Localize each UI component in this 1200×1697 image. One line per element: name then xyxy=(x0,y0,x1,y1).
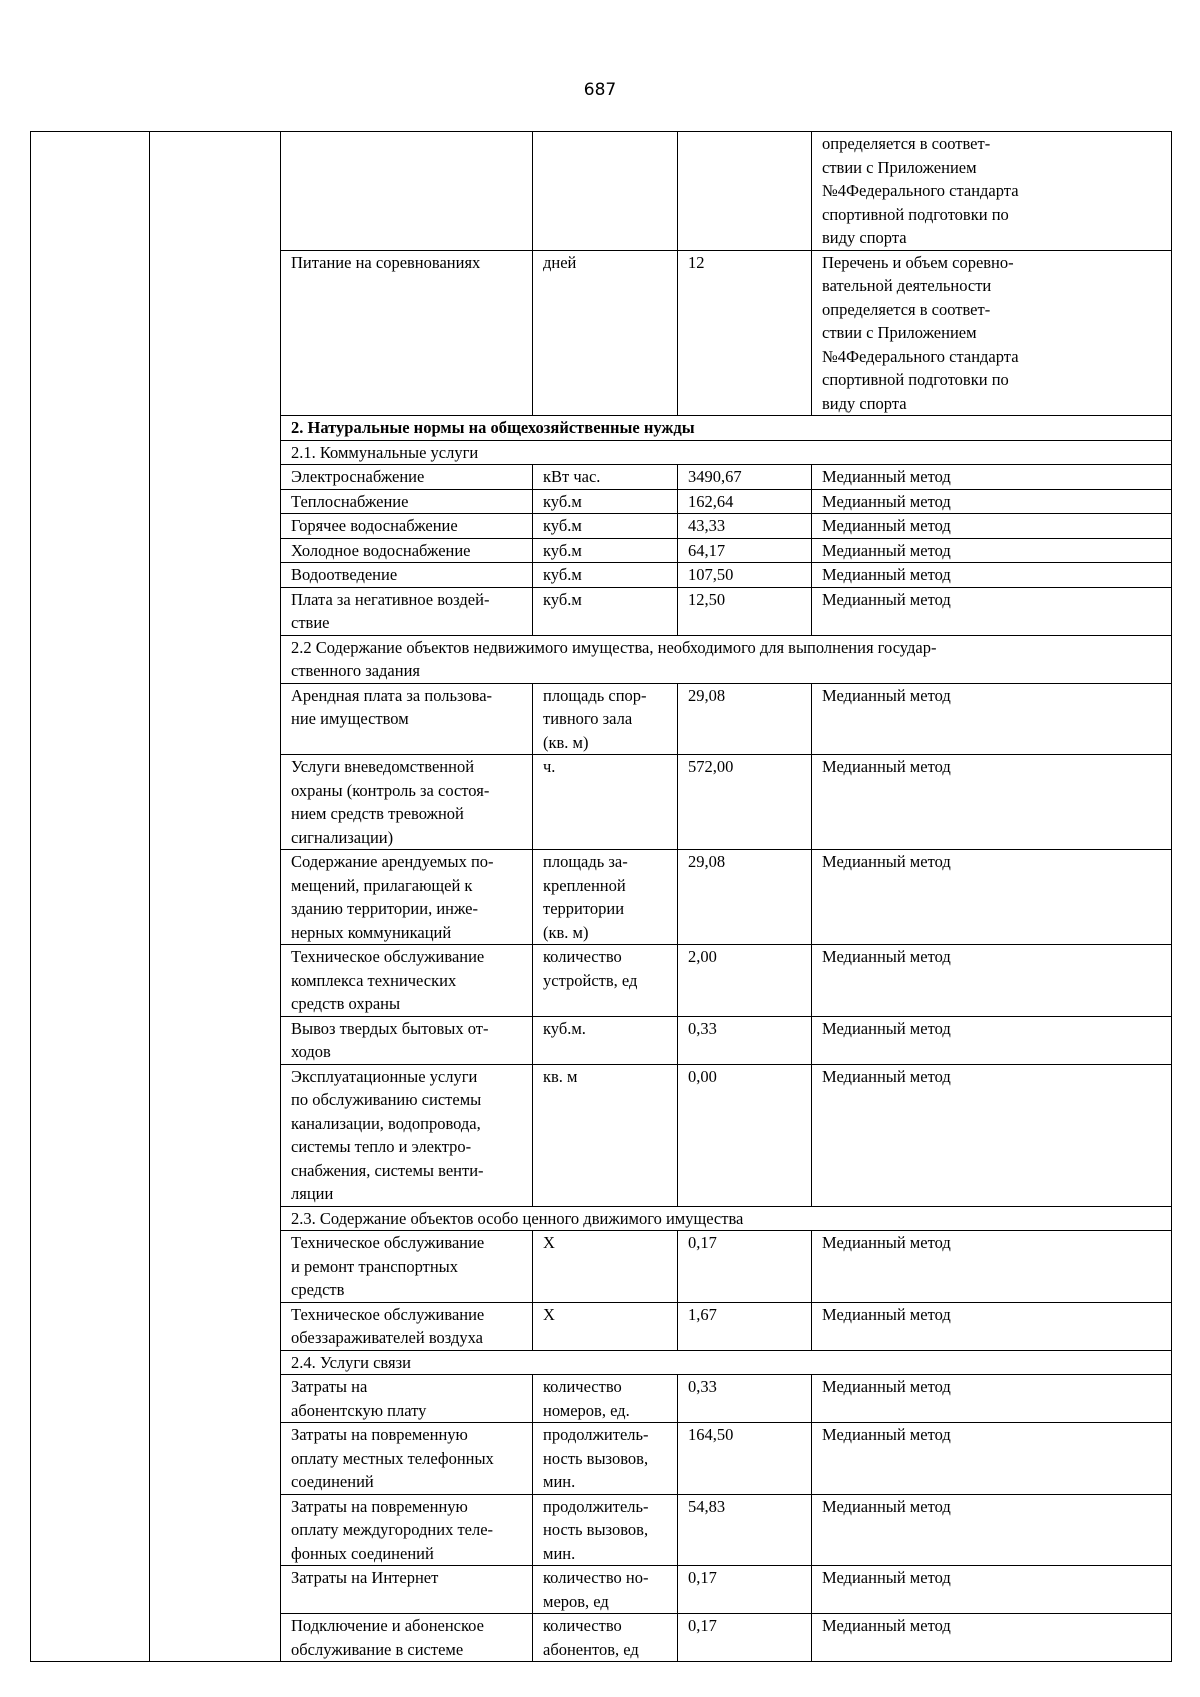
unit-cell: куб.м xyxy=(533,538,678,563)
value-cell: 0,33 xyxy=(678,1375,812,1423)
item-name-cell: Техническое обслуживание и ремонт транспортных средств xyxy=(281,1231,533,1303)
value-cell: 572,00 xyxy=(678,755,812,850)
value-cell: 29,08 xyxy=(678,850,812,945)
item-name-cell: Техническое обслуживание комплекса технических средств охраны xyxy=(281,945,533,1017)
value-cell: 162,64 xyxy=(678,489,812,514)
value-cell: 43,33 xyxy=(678,514,812,539)
item-name-cell: Техническое обслуживание обеззараживателей воздуха xyxy=(281,1302,533,1350)
item-name-cell: Вывоз твердых бытовых от- ходов xyxy=(281,1016,533,1064)
item-name-cell: Теплоснабжение xyxy=(281,489,533,514)
value-cell: 0,33 xyxy=(678,1016,812,1064)
note-cell: Медианный метод xyxy=(812,1566,1172,1614)
note-cell: Медианный метод xyxy=(812,563,1172,588)
unit-cell: ч. xyxy=(533,755,678,850)
value-cell: 2,00 xyxy=(678,945,812,1017)
section-2-title: 2. Натуральные нормы на общехозяйственные нужды xyxy=(281,416,1172,441)
unit-cell: количество номеров, ед. xyxy=(533,1375,678,1423)
unit-cell: количество устройств, ед xyxy=(533,945,678,1017)
item-name-cell: Затраты на повременную оплату междугородних теле- фонных соединений xyxy=(281,1494,533,1566)
note-cell: Медианный метод xyxy=(812,538,1172,563)
item-name-cell: Арендная плата за пользова- ние имуществом xyxy=(281,683,533,755)
note-cell: Медианный метод xyxy=(812,1016,1172,1064)
unit-cell: площадь спор- тивного зала (кв. м) xyxy=(533,683,678,755)
item-name-cell: Подключение и абоненское обслуживание в системе xyxy=(281,1614,533,1662)
item-name-cell: Содержание арендуемых по- мещений, прилагающей к зданию территории, инже- нерных коммуникаций xyxy=(281,850,533,945)
unit-cell: площадь за- крепленной территории (кв. м) xyxy=(533,850,678,945)
item-name-cell: Водоотведение xyxy=(281,563,533,588)
note-cell: Медианный метод xyxy=(812,514,1172,539)
unit-cell: Х xyxy=(533,1302,678,1350)
value-cell: 64,17 xyxy=(678,538,812,563)
note-cell: Медианный метод xyxy=(812,587,1172,635)
value-cell: 107,50 xyxy=(678,563,812,588)
item-name-cell: Плата за негативное воздей- ствие xyxy=(281,587,533,635)
note-cell: Медианный метод xyxy=(812,945,1172,1017)
note-cell: Перечень и объем соревно- вательной деятельности определяется в соответ- ствии с Приложением №4Федерального стандарта спортивной подготовки по виду спорта xyxy=(812,250,1172,416)
unit-cell: куб.м. xyxy=(533,1016,678,1064)
subsection-2-3-title: 2.3. Содержание объектов особо ценного движимого имущества xyxy=(281,1206,1172,1231)
unit-cell: куб.м xyxy=(533,489,678,514)
unit-cell: куб.м xyxy=(533,514,678,539)
note-cell: Медианный метод xyxy=(812,1494,1172,1566)
subsection-2-1-title: 2.1. Коммунальные услуги xyxy=(281,440,1172,465)
unit-cell: продолжитель- ность вызовов, мин. xyxy=(533,1494,678,1566)
unit-cell: дней xyxy=(533,250,678,416)
item-name-cell: Услуги вневедомственной охраны (контроль за состоя- нием средств тревожной сигнализации) xyxy=(281,755,533,850)
note-cell: Медианный метод xyxy=(812,755,1172,850)
item-name-cell: Горячее водоснабжение xyxy=(281,514,533,539)
value-cell: 0,00 xyxy=(678,1064,812,1206)
value-cell: 0,17 xyxy=(678,1566,812,1614)
value-cell: 12 xyxy=(678,250,812,416)
unit-cell: кв. м xyxy=(533,1064,678,1206)
norms-table xyxy=(30,131,1172,1662)
note-cell: Медианный метод xyxy=(812,1614,1172,1662)
note-cell: Медианный метод xyxy=(812,489,1172,514)
subsection-2-4-title: 2.4. Услуги связи xyxy=(281,1350,1172,1375)
item-name-cell: Затраты на абонентскую плату xyxy=(281,1375,533,1423)
item-name-cell: Затраты на повременную оплату местных телефонных соединений xyxy=(281,1423,533,1495)
note-cell: Медианный метод xyxy=(812,1375,1172,1423)
unit-cell: куб.м xyxy=(533,587,678,635)
left-blank-column-2 xyxy=(150,132,281,1662)
item-name-cell: Электроснабжение xyxy=(281,465,533,490)
item-name-cell xyxy=(281,132,533,251)
note-cell: Медианный метод xyxy=(812,1231,1172,1303)
unit-cell: количество абонентов, ед xyxy=(533,1614,678,1662)
item-name-cell: Затраты на Интернет xyxy=(281,1566,533,1614)
subsection-2-2-title: 2.2 Содержание объектов недвижимого имущества, необходимого для выполнения государ- ственного задания xyxy=(281,635,1172,683)
note-cell: Медианный метод xyxy=(812,683,1172,755)
value-cell: 12,50 xyxy=(678,587,812,635)
note-cell: Медианный метод xyxy=(812,1423,1172,1495)
item-name-cell: Питание на соревнованиях xyxy=(281,250,533,416)
page-number: 687 xyxy=(583,80,617,100)
value-cell: 1,67 xyxy=(678,1302,812,1350)
value-cell: 164,50 xyxy=(678,1423,812,1495)
unit-cell: куб.м xyxy=(533,563,678,588)
value-cell: 0,17 xyxy=(678,1231,812,1303)
item-name-cell: Эксплуатационные услуги по обслуживанию системы канализации, водопровода, системы тепло и электро- снабжения, системы венти- ляции xyxy=(281,1064,533,1206)
note-cell: Медианный метод xyxy=(812,1302,1172,1350)
value-cell xyxy=(678,132,812,251)
unit-cell: продолжитель- ность вызовов, мин. xyxy=(533,1423,678,1495)
unit-cell: кВт час. xyxy=(533,465,678,490)
value-cell: 29,08 xyxy=(678,683,812,755)
unit-cell: Х xyxy=(533,1231,678,1303)
note-cell: Медианный метод xyxy=(812,1064,1172,1206)
unit-cell: количество но- меров, ед xyxy=(533,1566,678,1614)
note-cell: определяется в соответ- ствии с Приложением №4Федерального стандарта спортивной подготовки по виду спорта xyxy=(812,132,1172,251)
note-cell: Медианный метод xyxy=(812,850,1172,945)
left-blank-column-1 xyxy=(31,132,150,1662)
unit-cell xyxy=(533,132,678,251)
table-row xyxy=(31,132,1172,251)
note-cell: Медианный метод xyxy=(812,465,1172,490)
value-cell: 0,17 xyxy=(678,1614,812,1662)
value-cell: 3490,67 xyxy=(678,465,812,490)
value-cell: 54,83 xyxy=(678,1494,812,1566)
item-name-cell: Холодное водоснабжение xyxy=(281,538,533,563)
